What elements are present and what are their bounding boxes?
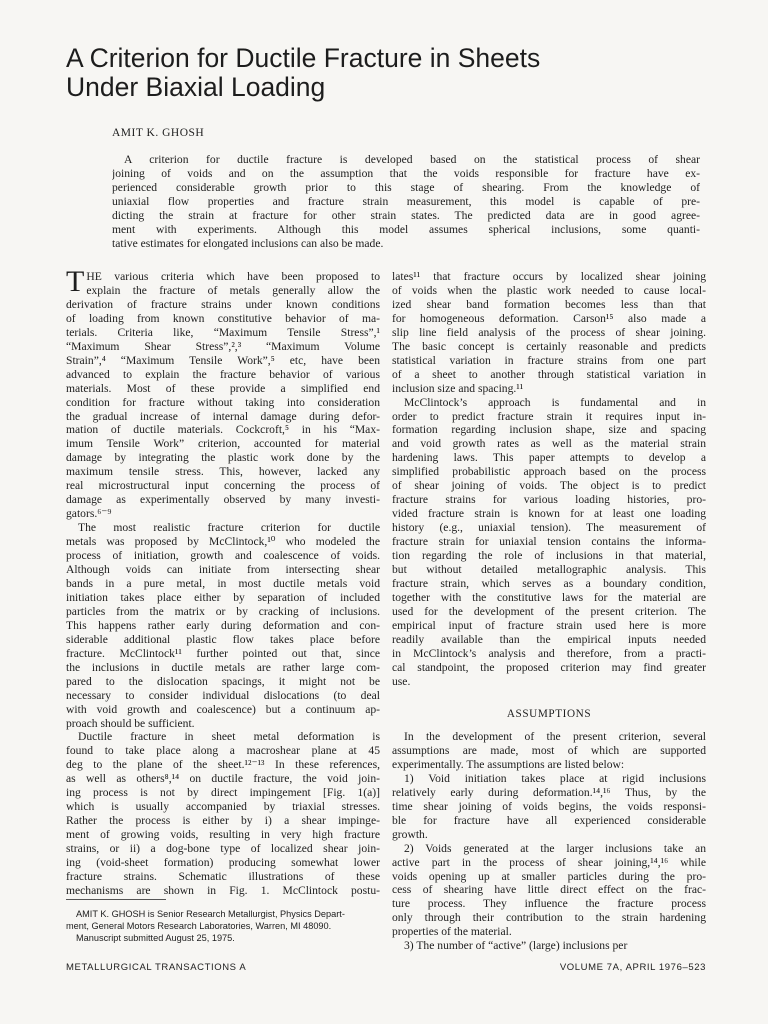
body-line: process of initiation, growth and coalescence of voids. — [66, 549, 380, 563]
body-line: cal standpoint, the proposed criterion may find greater — [392, 660, 706, 674]
body-line: only through their contribution to the strain hardening — [392, 911, 706, 925]
body-line: tion regarding the role of inclusions in that material, — [392, 549, 706, 563]
body-line: in McClintock’s analysis and therefore, from a practi- — [392, 646, 706, 660]
body-line: history (e.g., uniaxial tension). The measurement of — [392, 521, 706, 535]
body-line: of a sheet to another through statistical variation in — [392, 367, 706, 381]
body-line: properties of the material. — [392, 925, 512, 939]
paper-title — [66, 44, 706, 102]
body-line: siderable additional plastic flow takes place before — [66, 632, 380, 646]
body-line: ized shear band formation becomes less than that — [392, 297, 706, 311]
body-line: hardening laws. This paper attempts to develop a — [392, 451, 706, 465]
body-line: proach should be sufficient. — [66, 716, 195, 730]
journal-name: METALLURGICAL TRANSACTIONS A — [66, 962, 247, 973]
body-line: ing process is not by direct impingement [Fig. 1(a)] — [66, 786, 380, 800]
body-line: growth. — [392, 827, 428, 841]
abstract-line: joining of voids and on the assumption that the voids responsible for fracture have ex- — [112, 166, 700, 180]
body-line: In the development of the present criterion, several — [404, 730, 706, 743]
body-line: maximum tensile stress. This, however, lacked any — [66, 465, 380, 479]
body-line: 2) Voids generated at the larger inclusions take an — [404, 841, 706, 855]
body-line: imum Tensile Work” criterion, accounted for material — [66, 437, 380, 451]
body-line: readily available than the empirical inputs needed — [392, 632, 706, 646]
body-line: condition for fracture without taking into consideration — [66, 395, 380, 409]
abstract-line: A criterion for ductile fracture is developed based on the statistical process of shear — [124, 153, 700, 166]
body-line: Although voids can initiate from intersecting shear — [66, 563, 380, 577]
body-line: Ductile fracture in sheet metal deformation is — [78, 730, 380, 744]
body-line: but without detailed metallographic analysis. This — [392, 563, 706, 577]
body-line: order to predict fracture strain it requires input in- — [392, 409, 706, 423]
body-line: which is usually accompanied by triaxial stresses. — [66, 800, 380, 814]
body-line: fracture strains for various loading histories, pro- — [392, 493, 706, 507]
body-line: ble for fracture have all experienced considerable — [392, 813, 706, 827]
body-line: vided fracture strain is known for at least one loading — [392, 507, 706, 521]
body-line: inclusion size and spacing.¹¹ — [392, 381, 524, 395]
body-line: time shear joining of voids begins, the voids responsi- — [392, 799, 706, 813]
body-line: with void growth and coalescence) but a continuum ap- — [66, 702, 380, 716]
body-line: The basic concept is certainly reasonable and predicts — [392, 339, 706, 353]
body-line: lates¹¹ that fracture occurs by localized shear joining — [392, 270, 706, 283]
body-line: use. — [392, 674, 411, 688]
title-line: Under Biaxial Loading — [66, 72, 326, 102]
body-line: initiation takes place either by separation of included — [66, 590, 380, 604]
footnote-line: Manuscript submitted August 25, 1975. — [76, 933, 235, 943]
abstract — [112, 153, 700, 251]
body-line: 3) The number of “active” (large) inclusions per — [404, 939, 628, 953]
abstract-line: uniaxial flow properties and fracture strain measurement, this model is capable of pre- — [112, 194, 700, 208]
body-line: experimentally. The assumptions are listed below: — [392, 757, 625, 771]
body-line: Strain”,⁴ “Maximum Tensile Work”,⁵ etc, have been — [66, 353, 380, 367]
body-line: “Maximum Shear Stress”,²,³ “Maximum Volume — [66, 339, 380, 353]
body-line: fracture. McClintock¹¹ further pointed out that, since — [66, 646, 380, 660]
title-line: A Criterion for Ductile Fracture in Sheets — [66, 43, 541, 73]
body-line: for homogeneous deformation. Carson¹⁵ also made a — [392, 311, 706, 325]
body-line: terials. Criteria like, “Maximum Tensile Stress”,¹ — [66, 325, 380, 339]
footnote-divider — [66, 899, 166, 900]
body-line: damage by integrating the plastic work done by the — [66, 451, 380, 465]
body-line: relatively early during deformation.¹⁴,¹⁶ Thus, by the — [392, 785, 706, 799]
body-line: empirical input of fracture strain used here is more — [392, 618, 706, 632]
author-footnote — [66, 908, 380, 944]
body-line: ment of growing voids, resulting in very high fracture — [66, 828, 380, 842]
body-line: advanced to explain the fracture behavior of various — [66, 367, 380, 381]
body-line: together with the constitutive laws for the material are — [392, 590, 706, 604]
body-line: necessary to consider individual dislocations (to deal — [66, 688, 380, 702]
body-line: simplified probabilistic approach based on the process — [392, 465, 706, 479]
body-line: bands in a pure metal, in most ductile metals void — [66, 576, 380, 590]
body-line: strains, or ii) a dog-bone type of localized shear join- — [66, 842, 380, 856]
body-line: ture process. They influence the fracture process — [392, 897, 706, 911]
body-line: voids opening up at smaller particles during the pro- — [392, 869, 706, 883]
body-line: mation of ductile materials. Cockcroft,⁵ in his “Max- — [66, 423, 380, 437]
body-line: of loading from known constitutive behavior of ma- — [66, 311, 380, 325]
body-line: real microstructural input concerning the process of — [66, 479, 380, 493]
body-line: formation regarding inclusion shape, size and spacing — [392, 423, 706, 437]
body-line: pared to the dislocation spacings, it might not be — [66, 674, 380, 688]
body-line: statistical variation in fracture strains from one part — [392, 353, 706, 367]
body-line: McClintock’s approach is fundamental and in — [404, 395, 706, 409]
body-line: ing (void-sheet formation) producing somewhat lower — [66, 856, 380, 870]
body-line: used for the development of the present criterion. The — [392, 604, 706, 618]
body-line: derivation of fracture strains under known conditions — [66, 297, 380, 311]
body-line: damage as experimentally observed by many investi- — [66, 493, 380, 507]
body-line: as well as others⁸,¹⁴ on ductile fracture, the void join- — [66, 772, 380, 786]
abstract-line: dicting the strain at fracture for other strain states. The predicted data are in good agree- — [112, 208, 700, 222]
body-line: of shear joining of voids. The object is to predict — [392, 479, 706, 493]
abstract-line: ment with experiments. Although this model assumes spherical inclusions, some quanti- — [112, 222, 700, 236]
author-name: AMIT K. GHOSH — [112, 127, 205, 139]
footnote-line: ment, General Motors Research Laboratories, Warren, MI 48090. — [66, 921, 332, 931]
body-line: deg to the plane of the sheet.¹²⁻¹³ In these references, — [66, 758, 380, 772]
body-line: found to take place along a macroshear plane at 45 — [66, 744, 380, 758]
left-column — [66, 265, 380, 898]
abstract-line: perienced considerable growth prior to this stage of shearing. From the knowledge of — [112, 180, 700, 194]
body-line: fracture strain, which serves as a boundary condition, — [392, 576, 706, 590]
body-line: fracture strain for uniaxial tension contains the informa- — [392, 535, 706, 549]
body-line: assumptions are made, most of which are supported — [392, 743, 706, 757]
body-line: The most realistic fracture criterion for ductile — [78, 521, 380, 535]
body-line: mechanisms are shown in Fig. 1. McClintock postu- — [66, 883, 380, 897]
body-line: the inclusions in ductile metals are rather large com- — [66, 660, 380, 674]
body-line: metals was proposed by McClintock,¹⁰ who modeled the — [66, 535, 380, 549]
body-line: HE various criteria which have been proposed to — [86, 270, 380, 283]
right-column — [392, 270, 706, 689]
body-line: slip line field analysis of the process of shear joining. — [392, 325, 706, 339]
body-line: the gradual increase of internal damage during defor- — [66, 409, 380, 423]
abstract-line: tative estimates for elongated inclusions can also be made. — [112, 236, 384, 250]
body-line: This happens rather early during deformation and con- — [66, 618, 380, 632]
body-line: active part in the process of shear joining,¹⁴,¹⁶ while — [392, 855, 706, 869]
body-line: cess of shearing have little direct effect on the frac- — [392, 883, 706, 897]
assumptions-section — [392, 730, 706, 953]
body-line: explain the fracture of metals generally allow the — [86, 283, 380, 297]
body-line: materials. Most of these provide a simplified end — [66, 381, 380, 395]
drop-cap: T — [66, 265, 85, 298]
body-line: particles from the matrix or by cracking of inclusions. — [66, 604, 380, 618]
body-line: fracture strains. Schematic illustrations of these — [66, 869, 380, 883]
body-line: 1) Void initiation takes place at rigid inclusions — [404, 771, 706, 785]
footnote-line: AMIT K. GHOSH is Senior Research Metallurgist, Physics Depart- — [76, 909, 345, 919]
volume-page: VOLUME 7A, APRIL 1976–523 — [559, 962, 706, 973]
body-line: and void growth rates as well as the material strain — [392, 437, 706, 451]
body-line: gators.⁶⁻⁹ — [66, 507, 112, 521]
body-line: of voids when the plastic work needed to cause local- — [392, 283, 706, 297]
body-line: Rather the process is either by i) a shear impinge- — [66, 814, 380, 828]
section-heading: ASSUMPTIONS — [506, 708, 592, 720]
